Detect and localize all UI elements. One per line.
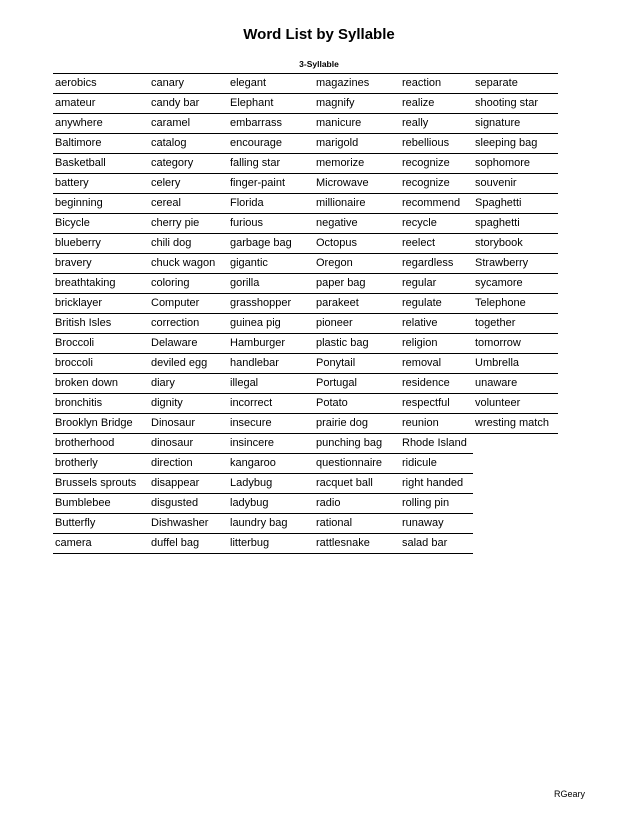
- word-cell: brotherly: [53, 454, 149, 474]
- word-cell: Bumblebee: [53, 494, 149, 514]
- word-cell: magnify: [314, 94, 400, 114]
- word-cell: marigold: [314, 134, 400, 154]
- table-row: [53, 154, 558, 174]
- word-cell: reaction: [400, 74, 473, 94]
- word-cell: separate: [473, 74, 558, 94]
- word-cell: Basketball: [53, 154, 149, 174]
- word-cell: recognize: [400, 154, 473, 174]
- word-cell: right handed: [400, 474, 473, 494]
- word-cell: broken down: [53, 374, 149, 394]
- word-cell: Portugal: [314, 374, 400, 394]
- word-cell: storybook: [473, 234, 558, 254]
- table-row: [53, 294, 558, 314]
- author-footer: RGeary: [553, 789, 585, 799]
- word-cell: brotherhood: [53, 434, 149, 454]
- word-cell: punching bag: [314, 434, 400, 454]
- word-cell: millionaire: [314, 194, 400, 214]
- table-row: [53, 134, 558, 154]
- word-cell: amateur: [53, 94, 149, 114]
- word-cell: cereal: [149, 194, 228, 214]
- word-cell: garbage bag: [228, 234, 314, 254]
- table-row: [53, 194, 558, 214]
- word-cell: shooting star: [473, 94, 558, 114]
- word-cell: respectful: [400, 394, 473, 414]
- word-cell: Computer: [149, 294, 228, 314]
- table-row: [53, 354, 558, 374]
- word-cell: disappear: [149, 474, 228, 494]
- word-cell: removal: [400, 354, 473, 374]
- word-cell: unaware: [473, 374, 558, 394]
- word-cell: [473, 434, 558, 453]
- page-title: Word List by Syllable: [243, 26, 395, 43]
- word-cell: Ladybug: [228, 474, 314, 494]
- word-cell: reunion: [400, 414, 473, 434]
- word-cell: Butterfly: [53, 514, 149, 534]
- word-cell: [473, 514, 558, 533]
- word-cell: Telephone: [473, 294, 558, 314]
- word-cell: correction: [149, 314, 228, 334]
- word-cell: direction: [149, 454, 228, 474]
- table-row: [53, 494, 558, 514]
- word-cell: Oregon: [314, 254, 400, 274]
- word-cell: Bicycle: [53, 214, 149, 234]
- word-cell: Dinosaur: [149, 414, 228, 434]
- word-cell: Potato: [314, 394, 400, 414]
- word-cell: wresting match: [473, 414, 558, 434]
- word-cell: paper bag: [314, 274, 400, 294]
- word-cell: candy bar: [149, 94, 228, 114]
- table-row: [53, 514, 558, 534]
- word-cell: Hamburger: [228, 334, 314, 354]
- table-row: [53, 434, 558, 454]
- word-cell: chili dog: [149, 234, 228, 254]
- word-cell: diary: [149, 374, 228, 394]
- table-row: [53, 534, 558, 554]
- word-cell: religion: [400, 334, 473, 354]
- word-cell: Dishwasher: [149, 514, 228, 534]
- word-cell: realize: [400, 94, 473, 114]
- word-cell: category: [149, 154, 228, 174]
- word-cell: finger-paint: [228, 174, 314, 194]
- table-row: [53, 314, 558, 334]
- word-cell: manicure: [314, 114, 400, 134]
- word-cell: recommend: [400, 194, 473, 214]
- word-cell: racquet ball: [314, 474, 400, 494]
- word-cell: Rhode Island: [400, 434, 473, 454]
- table-row: [53, 214, 558, 234]
- table-row: [53, 274, 558, 294]
- word-cell: spaghetti: [473, 214, 558, 234]
- section-subtitle: 3-Syllable: [299, 59, 339, 69]
- word-cell: anywhere: [53, 114, 149, 134]
- table-row: [53, 474, 558, 494]
- word-table: [53, 74, 558, 554]
- word-cell: blueberry: [53, 234, 149, 254]
- word-cell: falling star: [228, 154, 314, 174]
- table-row: [53, 454, 558, 474]
- word-cell: camera: [53, 534, 149, 554]
- word-cell: sleeping bag: [473, 134, 558, 154]
- word-cell: rolling pin: [400, 494, 473, 514]
- word-cell: dinosaur: [149, 434, 228, 454]
- word-cell: parakeet: [314, 294, 400, 314]
- word-cell: rational: [314, 514, 400, 534]
- table-row: [53, 94, 558, 114]
- table-row: [53, 394, 558, 414]
- word-cell: insincere: [228, 434, 314, 454]
- word-cell: coloring: [149, 274, 228, 294]
- table-row: [53, 254, 558, 274]
- word-cell: signature: [473, 114, 558, 134]
- word-cell: Microwave: [314, 174, 400, 194]
- word-cell: magazines: [314, 74, 400, 94]
- word-cell: elegant: [228, 74, 314, 94]
- word-cell: insecure: [228, 414, 314, 434]
- word-cell: Strawberry: [473, 254, 558, 274]
- word-cell: cherry pie: [149, 214, 228, 234]
- word-cell: [473, 454, 558, 473]
- word-cell: rattlesnake: [314, 534, 400, 554]
- word-cell: kangaroo: [228, 454, 314, 474]
- word-cell: reelect: [400, 234, 473, 254]
- word-cell: grasshopper: [228, 294, 314, 314]
- word-cell: gorilla: [228, 274, 314, 294]
- word-cell: regulate: [400, 294, 473, 314]
- word-cell: pioneer: [314, 314, 400, 334]
- word-cell: laundry bag: [228, 514, 314, 534]
- word-cell: litterbug: [228, 534, 314, 554]
- word-cell: together: [473, 314, 558, 334]
- word-cell: memorize: [314, 154, 400, 174]
- word-cell: salad bar: [400, 534, 473, 554]
- word-cell: battery: [53, 174, 149, 194]
- word-cell: British Isles: [53, 314, 149, 334]
- word-cell: sophomore: [473, 154, 558, 174]
- word-cell: regular: [400, 274, 473, 294]
- word-cell: celery: [149, 174, 228, 194]
- word-cell: tomorrow: [473, 334, 558, 354]
- word-cell: regardless: [400, 254, 473, 274]
- word-cell: [473, 494, 558, 513]
- word-cell: bronchitis: [53, 394, 149, 414]
- word-cell: [473, 534, 558, 553]
- word-cell: breathtaking: [53, 274, 149, 294]
- word-cell: aerobics: [53, 74, 149, 94]
- word-cell: canary: [149, 74, 228, 94]
- word-cell: caramel: [149, 114, 228, 134]
- word-cell: volunteer: [473, 394, 558, 414]
- word-cell: Spaghetti: [473, 194, 558, 214]
- word-cell: furious: [228, 214, 314, 234]
- word-cell: runaway: [400, 514, 473, 534]
- word-cell: bricklayer: [53, 294, 149, 314]
- word-cell: encourage: [228, 134, 314, 154]
- word-cell: disgusted: [149, 494, 228, 514]
- word-cell: Brussels sprouts: [53, 474, 149, 494]
- word-cell: ladybug: [228, 494, 314, 514]
- word-cell: Baltimore: [53, 134, 149, 154]
- word-cell: Ponytail: [314, 354, 400, 374]
- word-cell: ridicule: [400, 454, 473, 474]
- word-cell: catalog: [149, 134, 228, 154]
- word-cell: embarrass: [228, 114, 314, 134]
- word-cell: handlebar: [228, 354, 314, 374]
- table-row: [53, 374, 558, 394]
- word-cell: broccoli: [53, 354, 149, 374]
- word-cell: really: [400, 114, 473, 134]
- table-row: [53, 234, 558, 254]
- word-cell: Octopus: [314, 234, 400, 254]
- word-cell: negative: [314, 214, 400, 234]
- word-cell: deviled egg: [149, 354, 228, 374]
- word-cell: recognize: [400, 174, 473, 194]
- word-cell: beginning: [53, 194, 149, 214]
- word-cell: souvenir: [473, 174, 558, 194]
- word-cell: gigantic: [228, 254, 314, 274]
- word-cell: questionnaire: [314, 454, 400, 474]
- word-cell: Umbrella: [473, 354, 558, 374]
- table-row: [53, 334, 558, 354]
- word-cell: radio: [314, 494, 400, 514]
- word-cell: residence: [400, 374, 473, 394]
- word-cell: guinea pig: [228, 314, 314, 334]
- word-cell: bravery: [53, 254, 149, 274]
- word-cell: Brooklyn Bridge: [53, 414, 149, 434]
- word-cell: illegal: [228, 374, 314, 394]
- table-row: [53, 414, 558, 434]
- word-cell: rebellious: [400, 134, 473, 154]
- table-row: [53, 114, 558, 134]
- word-cell: prairie dog: [314, 414, 400, 434]
- table-row: [53, 174, 558, 194]
- word-cell: Delaware: [149, 334, 228, 354]
- word-cell: Broccoli: [53, 334, 149, 354]
- word-cell: dignity: [149, 394, 228, 414]
- word-cell: sycamore: [473, 274, 558, 294]
- word-cell: incorrect: [228, 394, 314, 414]
- word-cell: duffel bag: [149, 534, 228, 554]
- word-cell: [473, 474, 558, 493]
- word-cell: Florida: [228, 194, 314, 214]
- word-cell: chuck wagon: [149, 254, 228, 274]
- word-cell: plastic bag: [314, 334, 400, 354]
- word-cell: relative: [400, 314, 473, 334]
- word-cell: recycle: [400, 214, 473, 234]
- table-row: [53, 74, 558, 94]
- word-cell: Elephant: [228, 94, 314, 114]
